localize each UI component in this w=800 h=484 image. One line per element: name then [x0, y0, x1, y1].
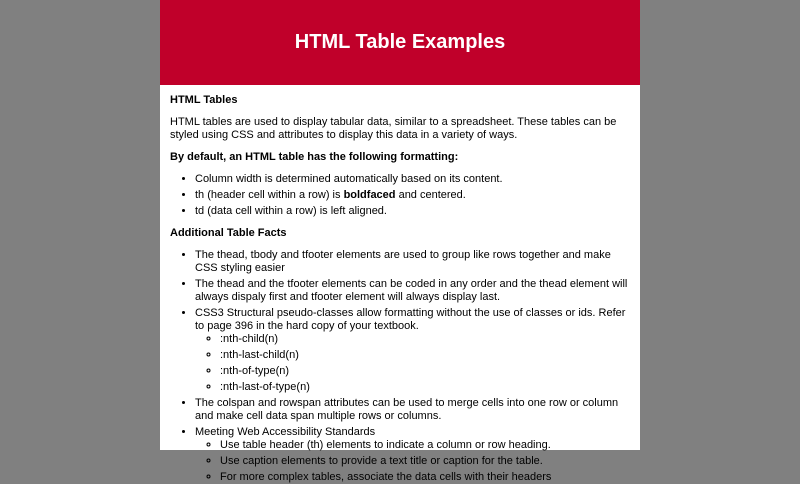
intro-paragraph: HTML tables are used to display tabular data, similar to a spreadsheet. These tables can be styled using CSS and attributes to display this data in a variety of ways.	[170, 116, 617, 141]
sub-list-item: ◦ For more complex tables, associate the data cells with their headers	[220, 471, 630, 484]
main-content	[160, 85, 640, 484]
facts-list	[170, 249, 630, 484]
bold-text: boldfaced	[343, 189, 396, 201]
page-container	[160, 0, 640, 483]
defaults-heading: By default, an HTML table has the following formatting:	[170, 151, 459, 163]
list-item: • The thead and the tfooter elements can be coded in any order and the thead element will always dispaly first and tfooter element will always display last.	[195, 278, 630, 304]
sub-list-item: ◦ Use table header (th) elements to indicate a column or row heading.	[220, 439, 630, 452]
list-item: • Column width is determined automatically based on its content.	[195, 173, 630, 186]
list-item: • th (header cell within a row) is boldfaced and centered.	[195, 189, 630, 202]
list-item: • CSS3 Structural pseudo-classes allow formatting without the use of classes or ids. Refer to page 396 in the hard copy of your textbook. ◦ :nth-child(n) ◦ :nth-last-child(n) ◦ :nth-of-type(n) ◦ :nth-last-of-type(n)	[195, 307, 630, 394]
sub-list-item: ◦ :nth-last-child(n)	[220, 349, 630, 362]
page-header	[160, 0, 640, 85]
sub-list-item: ◦ Use caption elements to provide a text title or caption for the table.	[220, 455, 630, 468]
pseudo-class-list	[195, 333, 630, 394]
section-heading-html-tables: HTML Tables	[170, 94, 238, 106]
defaults-list	[170, 173, 630, 218]
list-item: • The thead, tbody and tfooter elements are used to group like rows together and make CSS styling easier	[195, 249, 630, 275]
sub-list-item: ◦ :nth-last-of-type(n)	[220, 381, 630, 394]
list-item: • The colspan and rowspan attributes can be used to merge cells into one row or column and make cell data span multiple rows or columns.	[195, 397, 630, 423]
list-item: • Meeting Web Accessibility Standards ◦ Use table header (th) elements to indicate a column or row heading. ◦ Use caption elements to provide a text title or caption for the table. ◦ For more complex tables, associate the data cells with their headers	[195, 426, 630, 484]
page-title: HTML Table Examples	[294, 31, 506, 53]
section-heading-additional-facts: Additional Table Facts	[170, 227, 287, 239]
sub-list-item: ◦ :nth-of-type(n)	[220, 365, 630, 378]
list-item: • td (data cell within a row) is left aligned.	[195, 205, 630, 218]
accessibility-list	[195, 439, 630, 484]
sub-list-item: ◦ :nth-child(n)	[220, 333, 630, 346]
